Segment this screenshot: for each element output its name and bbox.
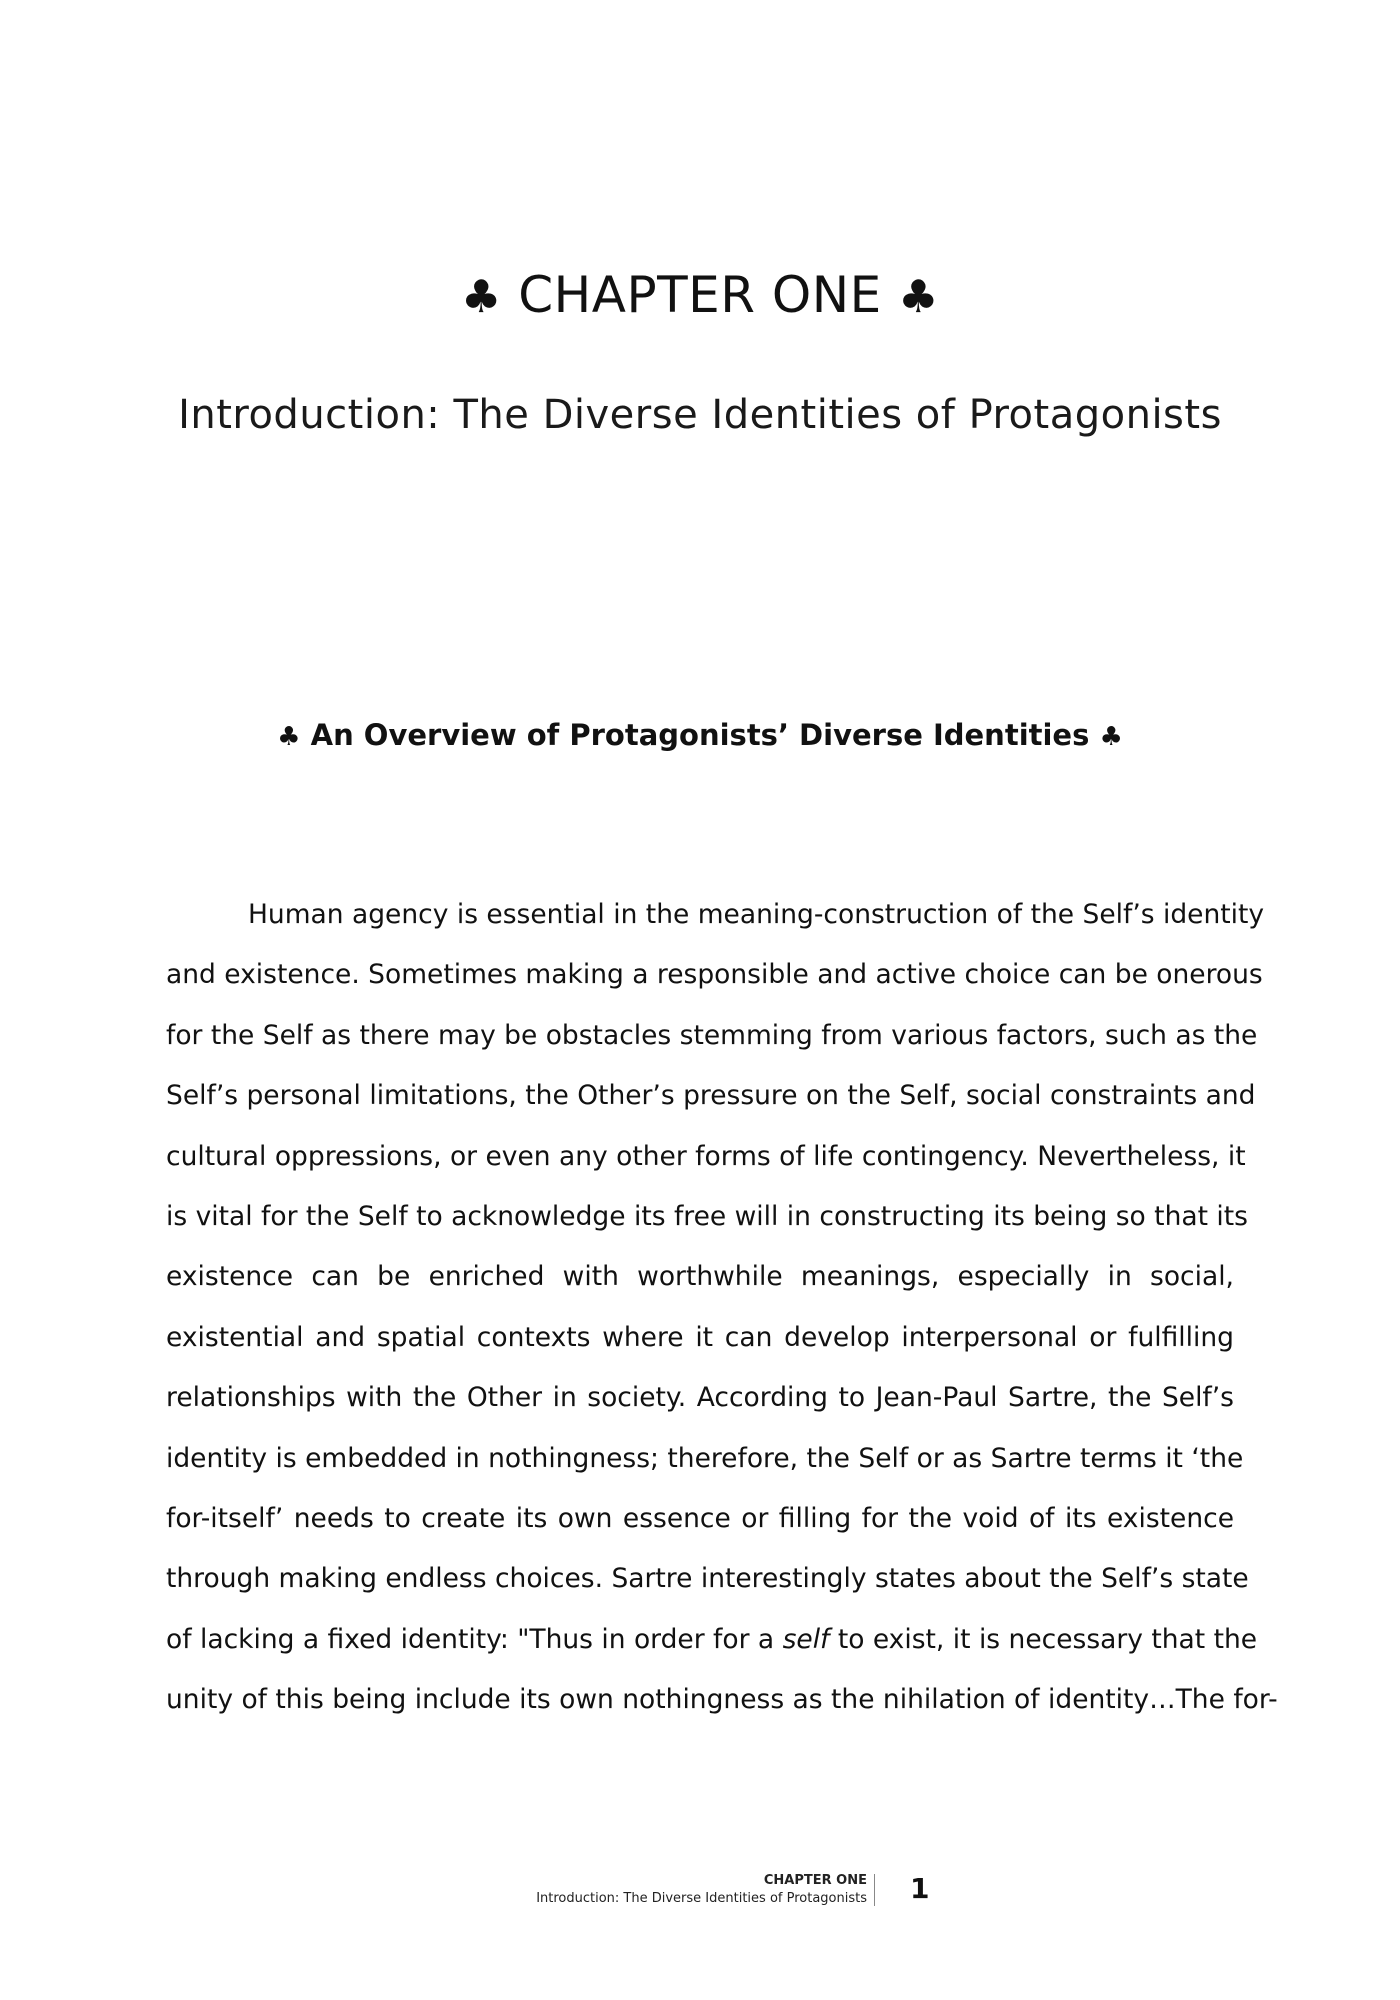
page-footer	[0, 1868, 1400, 1918]
paragraph-line: is vital for the Self to acknowledge its free will in constructing its being so that its	[166, 1200, 1248, 1232]
paragraph-line: through making endless choices. Sartre interestingly states about the Self’s state	[166, 1563, 1249, 1595]
footer-title: Introduction: The Diverse Identities of Protagonists	[536, 1891, 867, 1906]
footer-divider	[874, 1874, 875, 1906]
paragraph-line: cultural oppressions, or even any other forms of life contingency. Nevertheless, it	[166, 1140, 1246, 1172]
page-number: 1	[910, 1872, 930, 1905]
paragraph-line: for the Self as there may be obstacles stemming from various factors, such as the	[166, 1019, 1258, 1051]
paragraph-line: Human agency is essential in the meaning-construction of the Self’s identity	[248, 899, 1265, 930]
chapter-title-text: CHAPTER ONE	[518, 266, 882, 324]
paragraph-line: and existence. Sometimes making a responsible and active choice can be onerous	[166, 959, 1263, 991]
paragraph-line: relationships with the Other in society. According to Jean-Paul Sartre, the Self’s	[166, 1382, 1234, 1414]
italic-word: self	[782, 1623, 830, 1655]
club-icon: ♣	[461, 270, 502, 323]
paragraph-line: for-itself’ needs to create its own essence or filling for the void of its existence	[166, 1502, 1234, 1534]
line-text: of lacking a fixed identity: "Thus in order for a	[166, 1623, 783, 1655]
paragraph-line: identity is embedded in nothingness; therefore, the Self or as Sartre terms it ‘the	[166, 1442, 1244, 1474]
paragraph-line: existence can be enriched with worthwhile meanings, especially in social,	[166, 1261, 1234, 1293]
body-paragraph	[166, 885, 1278, 1730]
chapter-subtitle: Introduction: The Diverse Identities of Protagonists	[178, 392, 1222, 438]
section-heading	[0, 718, 1400, 752]
paragraph-line: unity of this being include its own nothingness as the nihilation of identity…The for-	[166, 1684, 1278, 1716]
line-text: to exist, it is necessary that the	[829, 1623, 1258, 1655]
paragraph-line: Self’s personal limitations, the Other’s pressure on the Self, social constraints and	[166, 1080, 1256, 1112]
club-icon: ♣	[898, 270, 939, 323]
paragraph-line: existential and spatial contexts where it can develop interpersonal or fulfilling	[166, 1321, 1234, 1353]
running-footer	[536, 1872, 867, 1908]
paragraph-line-with-italic	[166, 1610, 1258, 1670]
footer-chapter: CHAPTER ONE	[763, 1873, 867, 1888]
section-heading-text: An Overview of Protagonists’ Diverse Identities	[310, 718, 1090, 752]
club-icon: ♣	[1099, 722, 1123, 752]
club-icon: ♣	[277, 722, 301, 752]
chapter-title	[0, 266, 1400, 324]
